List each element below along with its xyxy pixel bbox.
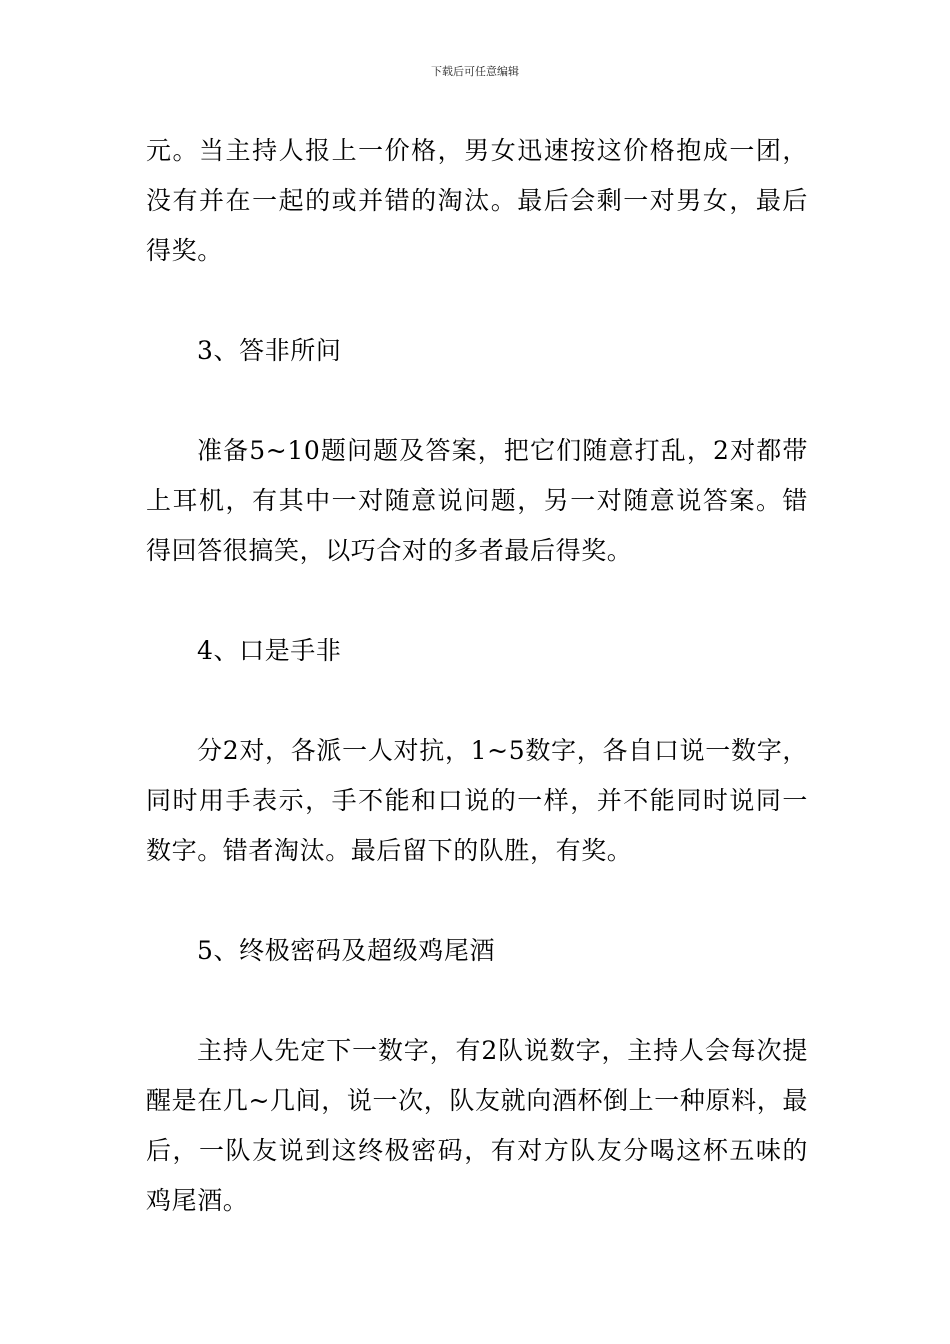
section-heading-4: 4、口是手非 <box>197 636 342 665</box>
section-heading-3: 3、答非所问 <box>197 336 342 365</box>
paragraph-section-5: 主持人先定下一数字，有2队说数字，主持人会每次提醒是在几~几间，说一次，队友就向酒杯倒上一种原料，最后，一队友说到这终极密码，有对方队友分喝这杯五味的鸡尾酒。 <box>146 1036 808 1215</box>
paragraph-continuation: 元。当主持人报上一价格，男女迅速按这价格抱成一团，没有并在一起的或并错的淘汰。最后会剩一对男女，最后得奖。 <box>146 136 808 265</box>
paragraph-section-3: 准备5~10题问题及答案，把它们随意打乱，2对都带上耳机，有其中一对随意说问题，另一对随意说答案。错得回答很搞笑，以巧合对的多者最后得奖。 <box>146 436 808 565</box>
paragraph-section-4: 分2对，各派一人对抗，1~5数字，各自口说一数字，同时用手表示，手不能和口说的一样，并不能同时说同一数字。错者淘汰。最后留下的队胜，有奖。 <box>146 736 808 865</box>
page-header: 下载后可任意编辑 <box>431 65 519 78</box>
document-body <box>146 126 808 1226</box>
section-heading-5: 5、终极密码及超级鸡尾酒 <box>197 936 496 965</box>
